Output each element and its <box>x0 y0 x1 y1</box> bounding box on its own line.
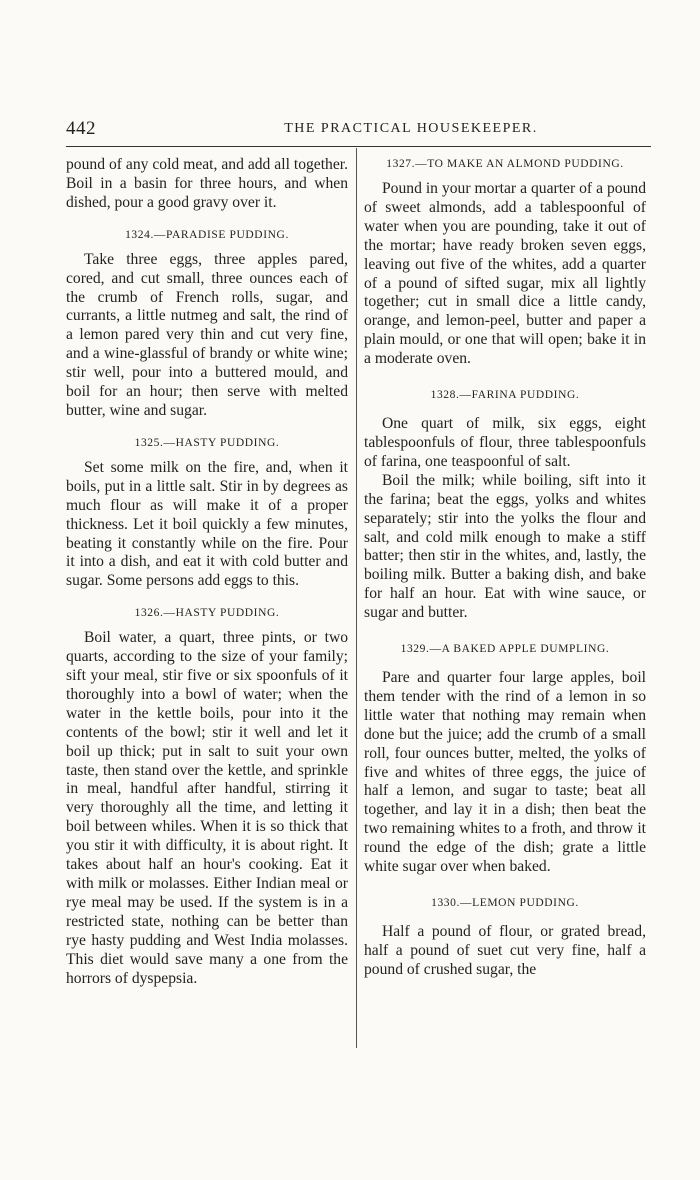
recipe-text-1329: Pare and quarter four large apples, boil them tender with the rind of a lemon in so little water that nothing may remain when done but the juice; add the crumb of a small roll, four ounces butter, melted, the yolks of five and whites of three eggs, the juice of half a lemon, and sugar to taste; beat all together, and lay it in a dish; then beat the two remaining whites to a froth, and throw it round the edge of the dish; grate a little white sugar over when baked. <box>364 669 646 876</box>
left-column <box>66 156 348 988</box>
recipe-heading-1327: 1327.—TO MAKE AN ALMOND PUDDING. <box>386 158 624 170</box>
recipe-text-1328-a: One quart of milk, six eggs, eight tablespoonfuls of flour, three tablespoonfuls of farina, one teaspoonful of salt. <box>364 415 646 470</box>
recipe-text-1325: Set some milk on the fire, and, when it boils, put in a little salt. Stir in by degrees as much flour as will make it of a proper thickness. Let it boil quickly a few minutes, beating it constantly while on the fire. Pour it into a dish, and eat it with cold butter and sugar. Some persons add eggs to this. <box>66 458 348 590</box>
right-column <box>364 156 646 980</box>
recipe-text-1330: Half a pound of flour, or grated bread, half a pound of suet cut very fine, half a pound of crushed sugar, the <box>364 923 646 978</box>
recipe-heading-1329: 1329.—A BAKED APPLE DUMPLING. <box>400 643 610 656</box>
recipe-heading-1326: 1326.—HASTY PUDDING. <box>134 607 280 620</box>
recipe-text-1327: Pound in your mortar a quarter of a pound of sweet almonds, add a tablespoonful of water when you are pounding, take it out of the mortar; have ready broken seven eggs, leaving out five of the whites, add a quarter of a pound of sifted sugar, mix all lightly together; cut in small dice a little candy, orange, and lemon-peel, butter and paper a plain mould, or one that will open; bake it in a moderate oven. <box>364 180 646 368</box>
column-divider <box>356 148 357 1048</box>
recipe-heading-1328: 1328.—FARINA PUDDING. <box>430 389 580 402</box>
recipe-heading-1324: 1324.—PARADISE PUDDING. <box>125 228 289 241</box>
recipe-heading-1330: 1330.—LEMON PUDDING. <box>431 897 579 909</box>
recipe-heading-1325: 1325.—HASTY PUDDING. <box>134 436 280 449</box>
header-rule <box>66 146 651 147</box>
recipe-text-1326: Boil water, a quart, three pints, or two quarts, according to the size of your family; sift your meal, stir five or six spoonfuls of it thoroughly into a bowl of water; when the water in the kettle boils, pour into it the contents of the bowl; stir it well and let it boil up thick; put in salt to suit your own taste, then stand over the kettle, and sprinkle in meal, handful after handful, stirring it very thoroughly all the time, and letting it boil between whiles. When it is so thick that you stir it with difficulty, it is about right. It takes about half an hour's cooking. Eat it with milk or molasses. Either Indian meal or rye meal may be used. If the system is in a restricted state, nothing can be better than rye hasty pudding and West India molasses. This diet would save many a one from the horrors of dyspepsia. <box>66 629 348 987</box>
continuation-text: pound of any cold meat, and add all together. Boil in a basin for three hours, and when dished, pour a good gravy over it. <box>66 156 348 211</box>
running-title: THE PRACTICAL HOUSEKEEPER. <box>284 121 538 136</box>
recipe-text-1324: Take three eggs, three apples pared, cored, and cut small, three ounces each of the crumb of French rolls, sugar, and currants, a little nutmeg and salt, the rind of a lemon pared very thin and cut very fine, and a wine-glassful of brandy or white wine; stir well, pour into a buttered mould, and boil for an hour; then serve with melted butter, wine and sugar. <box>66 250 348 419</box>
recipe-text-1328-b: Boil the milk; while boiling, sift into it the farina; beat the eggs, yolks and whites separately; stir into the yolks the flour and salt, and cold milk enough to make a stiff batter; then stir in the whites, and, lastly, the boiling milk. Butter a baking dish, and bake for half an hour. Eat with wine sauce, or sugar and butter. <box>364 471 646 622</box>
page-number: 442 <box>66 118 96 139</box>
page-header <box>66 118 651 140</box>
